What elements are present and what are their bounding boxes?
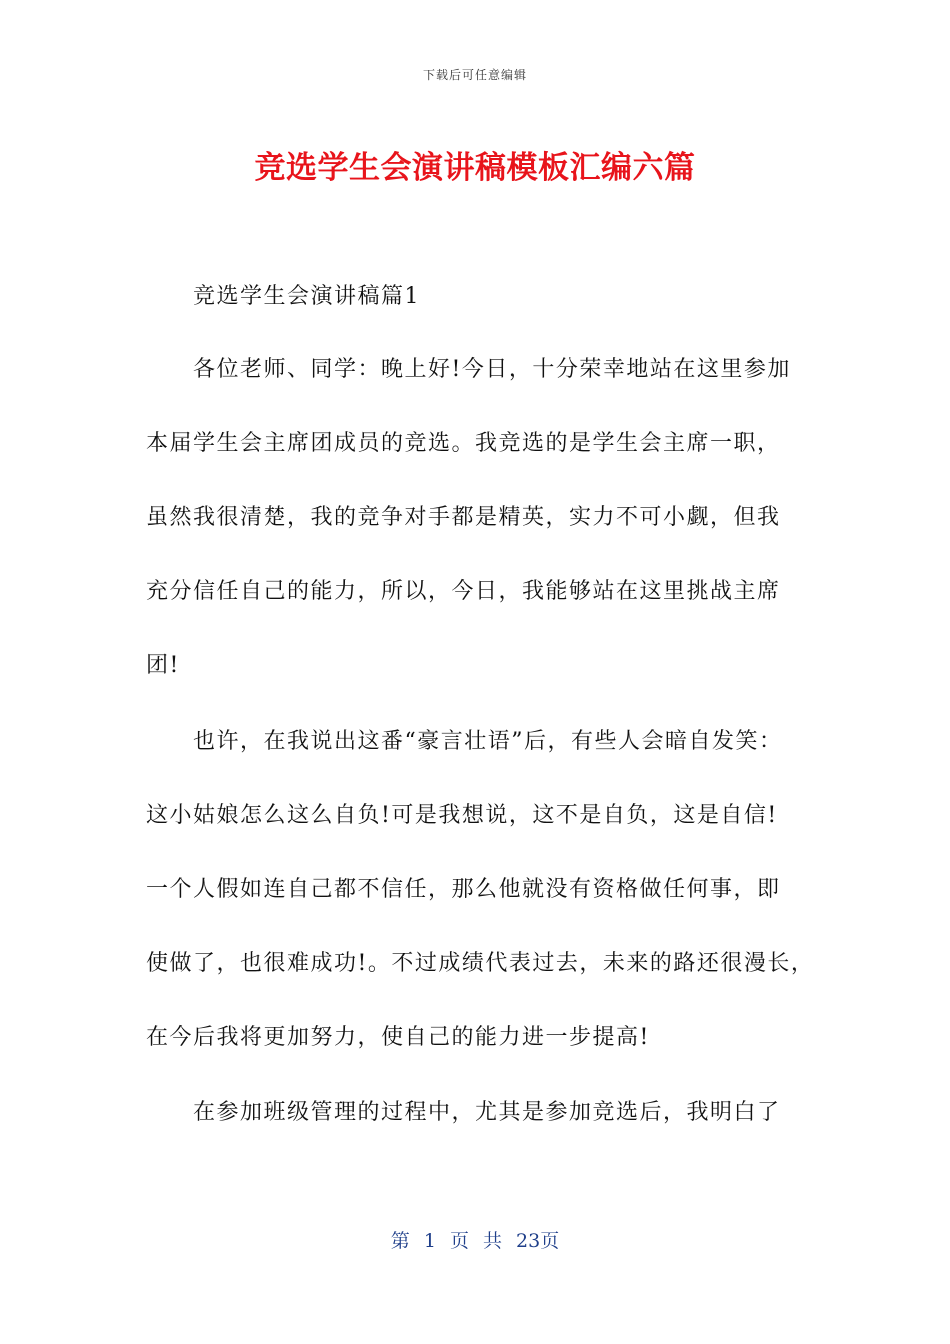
- paragraph-line: 本届学生会主席团成员的竞选。我竞选的是学生会主席一职，: [146, 431, 781, 456]
- paragraph-line: 虽然我很清楚，我的竞争对手都是精英，实力不可小觑，但我: [146, 505, 781, 530]
- page-footer: 第 1 页 共 23页: [390, 1230, 560, 1252]
- paragraph-line: 各位老师、同学：晚上好!今日，十分荣幸地站在这里参加: [193, 357, 791, 382]
- document-title: 竞选学生会演讲稿模板汇编六篇: [254, 150, 696, 186]
- paragraph-line: 充分信任自己的能力，所以，今日，我能够站在这里挑战主席: [146, 579, 781, 604]
- paragraph-line: 使做了，也很难成功!。不过成绩代表过去，未来的路还很漫长，: [146, 951, 815, 976]
- paragraph-line: 这小姑娘怎么这么自负!可是我想说，这不是自负，这是自信!: [146, 803, 778, 828]
- paragraph-line: 在参加班级管理的过程中，尤其是参加竞选后，我明白了: [193, 1100, 781, 1125]
- header-note: 下载后可任意编辑: [422, 68, 527, 82]
- paragraph-line: 团!: [146, 653, 180, 678]
- paragraph-line: 一个人假如连自己都不信任，那么他就没有资格做任何事，即: [146, 877, 781, 902]
- paragraph-line: 在今后我将更加努力，使自己的能力进一步提高!: [146, 1025, 650, 1050]
- section-heading: 竞选学生会演讲稿篇1: [193, 284, 420, 309]
- paragraph-line: 也许，在我说出这番“豪言壮语”后，有些人会暗自发笑：: [193, 729, 783, 754]
